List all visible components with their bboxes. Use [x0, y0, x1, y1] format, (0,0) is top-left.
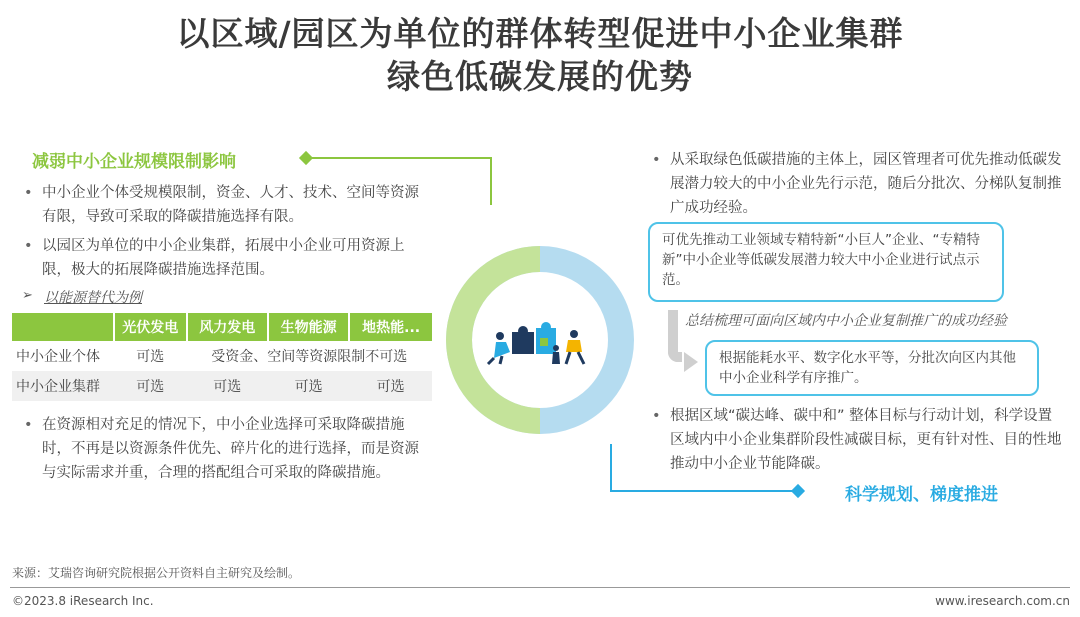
copyright-text: ©2023.8 iResearch Inc.: [12, 594, 154, 608]
table-cell: 可选: [349, 371, 432, 401]
pilot-demonstration-box: 可优先推动工业领域专精特新“小巨人”企业、“专精特新”中小企业等低碳发展潜力较大中小企业进行试点示范。: [648, 222, 1004, 302]
title-line-2: 绿色低碳发展的优势: [387, 57, 693, 96]
grey-arrow-head-icon: [684, 352, 698, 372]
energy-substitution-table: [12, 313, 432, 401]
summary-caption: 总结梳理可面向区域内中小企业复制推广的成功经验: [685, 313, 1007, 329]
table-header-geothermal: 地热能...: [349, 313, 432, 341]
table-row-label: 中小企业集群: [12, 371, 114, 401]
arrow-marker-icon: ➢: [22, 288, 33, 303]
website-link[interactable]: www.iresearch.com.cn: [935, 594, 1070, 608]
right-bullet-2: • 根据区域“碳达峰、碳中和” 整体目标与行动计划，科学设置区域内中小企业集群阶段性减碳目标，更有针对性、目的性地推动中小企业节能降碳。: [652, 404, 1062, 476]
title-line-1: 以区域/园区为单位的群体转型促进中小企业集群: [176, 14, 904, 53]
right-connector-line-vertical: [610, 444, 612, 492]
table-row-label: 中小企业个体: [12, 341, 114, 371]
source-note: 来源：艾瑞咨询研究院根据公开资料自主研究及绘制。: [12, 566, 301, 580]
left-bullet-3: • 在资源相对充足的情况下，中小企业选择可采取降碳措施时，不再是以资源条件优先、碎片化的进行选择，而是资源与实际需求并重，合理的搭配组合可采取的降碳措施。: [24, 413, 424, 485]
table-cell: 可选: [114, 371, 187, 401]
table-cell: 可选: [187, 371, 268, 401]
left-bullet-2: • 以园区为单位的中小企业集群，拓展中小企业可用资源上限，极大的拓展降碳措施选择范围。: [24, 234, 424, 282]
right-connector-line: [610, 490, 800, 492]
left-connector-line: [306, 157, 492, 159]
table-cell-merged: 受资金、空间等资源限制不可选: [187, 341, 432, 371]
right-section-heading: 科学规划、梯度推进: [845, 485, 998, 505]
table-header-row: [12, 313, 432, 341]
table-header-wind: 风力发电: [187, 313, 268, 341]
left-section-heading: 减弱中小企业规模限制影响: [32, 152, 236, 172]
page-title: [0, 12, 1080, 98]
table-header-bio: 生物能源: [268, 313, 349, 341]
table-header-solar: 光伏发电: [114, 313, 187, 341]
footer-divider: [10, 587, 1070, 588]
right-bullet-1: • 从采取绿色低碳措施的主体上，园区管理者可优先推动低碳发展潜力较大的中小企业先行示范，随后分批次、分梯队复制推广成功经验。: [652, 148, 1062, 220]
table-cell: 可选: [114, 341, 187, 371]
left-bullet-1: • 中小企业个体受规模限制，资金、人才、技术、空间等资源有限，导致可采取的降碳措施选择有限。: [24, 181, 424, 229]
table-cell: 可选: [268, 371, 349, 401]
right-connector-dot: [791, 484, 805, 498]
table-row: [12, 371, 432, 401]
left-connector-line-vertical: [490, 157, 492, 205]
puzzle-teamwork-illustration-icon: [482, 318, 596, 366]
table-header-empty: [12, 313, 114, 341]
promotion-box: 根据能耗水平、数字化水平等，分批次向区内其他中小企业科学有序推广。: [705, 340, 1039, 396]
table-row: [12, 341, 432, 371]
example-label: 以能源替代为例: [44, 290, 142, 306]
grey-flow-arrow: [668, 310, 682, 362]
